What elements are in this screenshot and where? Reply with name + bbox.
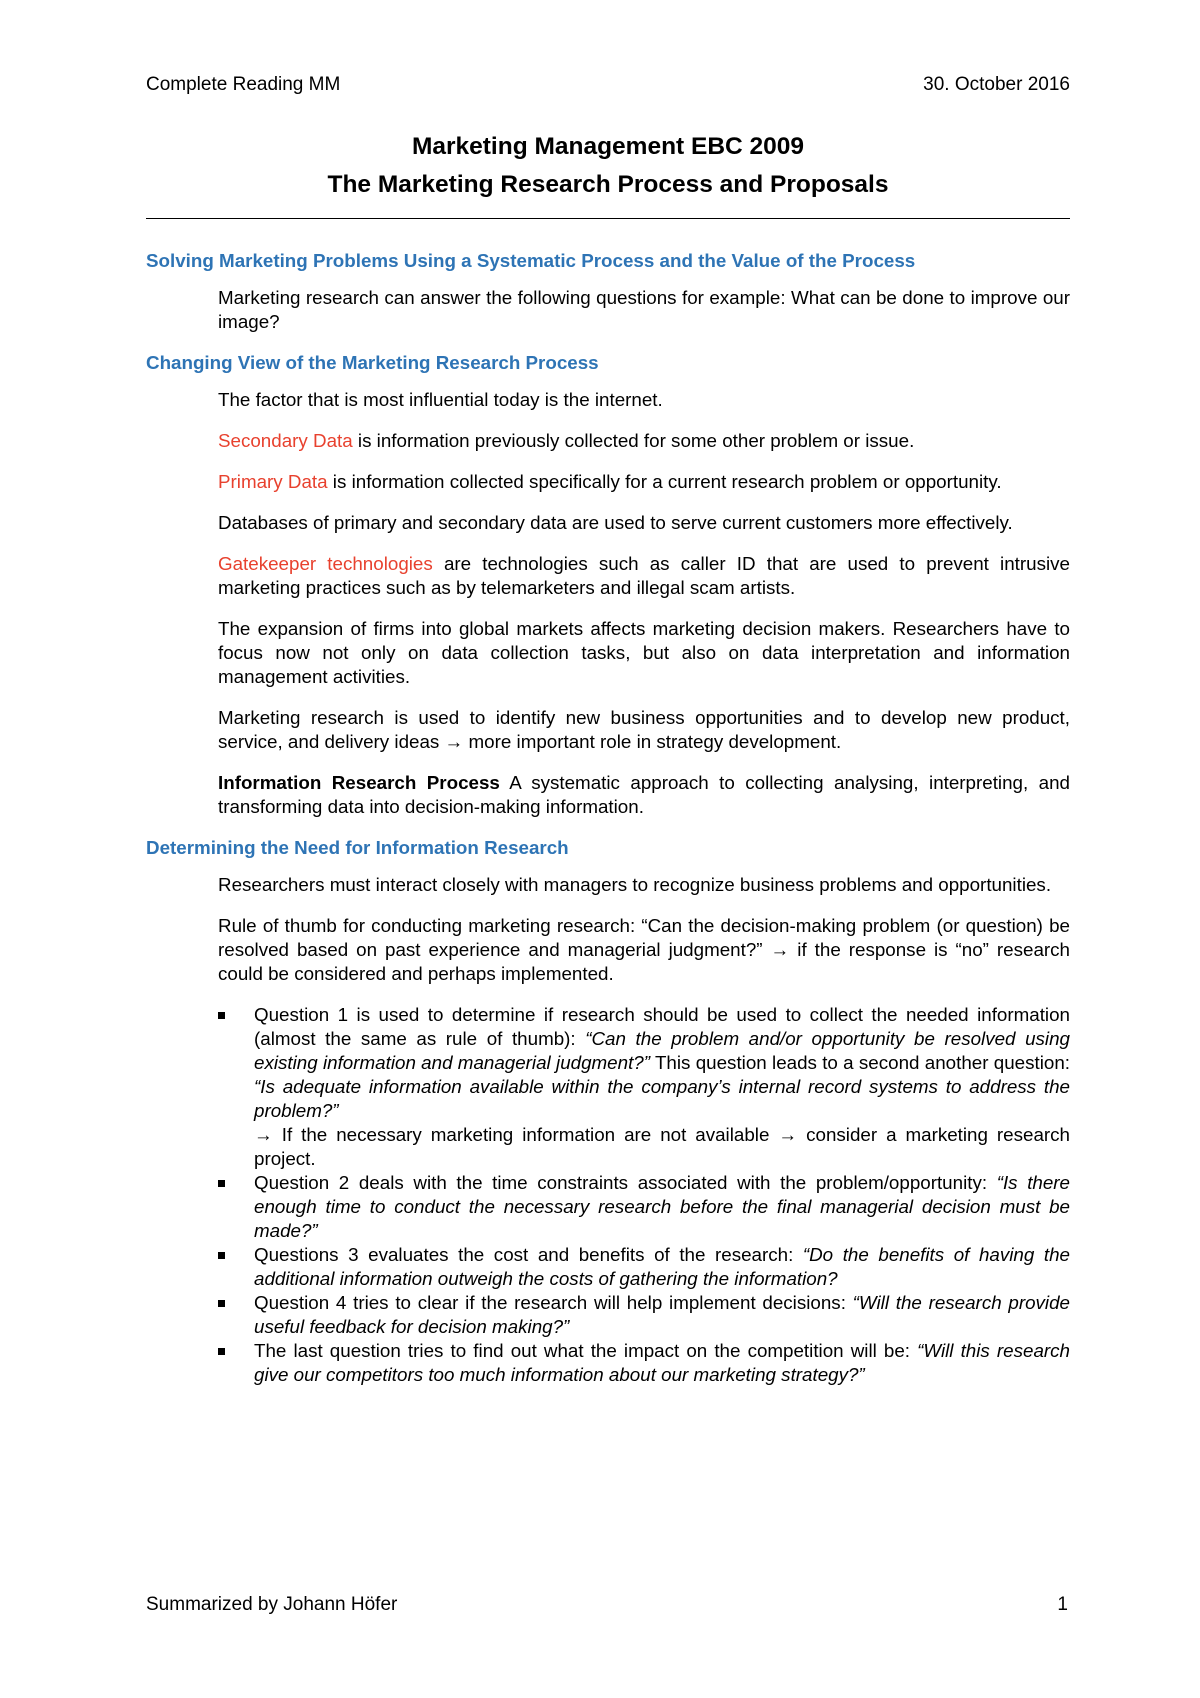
term-secondary-data: Secondary Data bbox=[218, 430, 353, 451]
term-primary-data: Primary Data bbox=[218, 471, 328, 492]
definition-text: is information previously collected for some other problem or issue. bbox=[352, 430, 915, 451]
text: Marketing research is used to identify new business opportunities and to develop new product, service, and delivery ideas bbox=[218, 707, 1070, 752]
list-item bbox=[218, 1003, 1070, 1171]
paragraph: Databases of primary and secondary data are used to serve current customers more effectively. bbox=[218, 512, 1013, 533]
page-number: 1 bbox=[1057, 1594, 1068, 1615]
paragraph: The factor that is most influential today is the internet. bbox=[218, 389, 663, 410]
text: Question 1 is used to determine if research should be used to collect the needed information (almost the same as rule of thumb): bbox=[254, 1004, 1070, 1049]
paragraph: Marketing research can answer the following questions for example: What can be done to improve our image? bbox=[218, 287, 1070, 332]
footer-author: Summarized by Johann Höfer bbox=[146, 1594, 398, 1615]
term-information-research-process: Information Research Process bbox=[218, 772, 500, 793]
text: This question leads to a second another question: bbox=[649, 1052, 1070, 1073]
bullet-icon bbox=[218, 1180, 225, 1187]
quote: “Can the problem and/or opportunity be resolved using existing information and managerial judgment?” bbox=[254, 1028, 1070, 1073]
quote: “Is adequate information available within the company’s internal record systems to address the problem?” bbox=[254, 1076, 1070, 1121]
header-date: 30. October 2016 bbox=[923, 74, 1070, 95]
paragraph-rule-of-thumb bbox=[218, 914, 1070, 986]
text: Questions 3 evaluates the cost and benefits of the research: bbox=[254, 1244, 803, 1265]
quote: “Is there enough time to conduct the necessary research before the final managerial decision must be made?” bbox=[254, 1172, 1070, 1241]
paragraph-gatekeeper bbox=[218, 552, 1070, 600]
arrow-icon: → bbox=[254, 1124, 273, 1145]
text: consider a marketing research project. bbox=[254, 1124, 1070, 1169]
section-heading-determining-need: Determining the Need for Information Research bbox=[146, 837, 569, 858]
paragraph-primary-data bbox=[218, 470, 1070, 494]
text: If the necessary marketing information are not available bbox=[272, 1124, 779, 1145]
term-gatekeeper-technologies: Gatekeeper technologies bbox=[218, 553, 433, 574]
title-line-2: The Marketing Research Process and Proposals bbox=[327, 171, 889, 198]
quote: “Will this research give our competitors too much information about our marketing strategy?” bbox=[254, 1340, 1070, 1385]
question-list bbox=[218, 1003, 1070, 1387]
definition-text: A systematic approach to collecting analysing, interpreting, and transforming data into decision-making information. bbox=[218, 772, 1070, 817]
paragraph: The expansion of firms into global markets affects marketing decision makers. Researchers have to focus now not only on data collection tasks, but also on data interpretation and information management activities. bbox=[218, 618, 1070, 687]
paragraph-secondary-data bbox=[218, 429, 1070, 453]
bullet-icon bbox=[218, 1348, 225, 1355]
document-title bbox=[146, 128, 1070, 204]
paragraph-information-research-process bbox=[218, 771, 1070, 819]
document-body bbox=[146, 249, 1070, 1387]
list-item bbox=[218, 1339, 1070, 1387]
title-divider bbox=[146, 218, 1070, 219]
arrow-icon: → bbox=[444, 731, 464, 752]
text: The last question tries to find out what the impact on the competition will be: bbox=[254, 1340, 918, 1361]
text: Question 4 tries to clear if the research will help implement decisions: bbox=[254, 1292, 853, 1313]
paragraph-strategy bbox=[218, 706, 1070, 754]
paragraph: Researchers must interact closely with managers to recognize business problems and opportunities. bbox=[218, 874, 1052, 895]
bullet-icon bbox=[218, 1012, 225, 1019]
arrow-icon: → bbox=[778, 1124, 798, 1145]
header-left: Complete Reading MM bbox=[146, 74, 341, 95]
definition-text: is information collected specifically for a current research problem or opportunity. bbox=[327, 471, 1002, 492]
list-item bbox=[218, 1291, 1070, 1339]
list-item bbox=[218, 1171, 1070, 1243]
text: Question 2 deals with the time constraints associated with the problem/opportunity: bbox=[254, 1172, 997, 1193]
definition-text: are technologies such as caller ID that are used to prevent intrusive marketing practices such as by telemarketers and illegal scam artists. bbox=[218, 553, 1070, 598]
text: if the response is “no” research could be considered and perhaps implemented. bbox=[218, 939, 1070, 984]
quote: “Will the research provide useful feedback for decision making?” bbox=[254, 1292, 1070, 1337]
list-item bbox=[218, 1243, 1070, 1291]
arrow-icon: → bbox=[770, 939, 790, 960]
text: more important role in strategy development. bbox=[463, 731, 842, 752]
text: Rule of thumb for conducting marketing research: “Can the decision-making problem (or question) be resolved based on past experience and managerial judgment?” bbox=[218, 915, 1070, 960]
bullet-icon bbox=[218, 1300, 225, 1307]
section-heading-changing-view: Changing View of the Marketing Research Process bbox=[146, 352, 599, 373]
quote: “Do the benefits of having the additional information outweigh the costs of gathering the information? bbox=[254, 1244, 1070, 1289]
section-heading-solving: Solving Marketing Problems Using a Systematic Process and the Value of the Process bbox=[146, 250, 916, 271]
title-line-1: Marketing Management EBC 2009 bbox=[411, 133, 805, 160]
bullet-icon bbox=[218, 1252, 225, 1259]
